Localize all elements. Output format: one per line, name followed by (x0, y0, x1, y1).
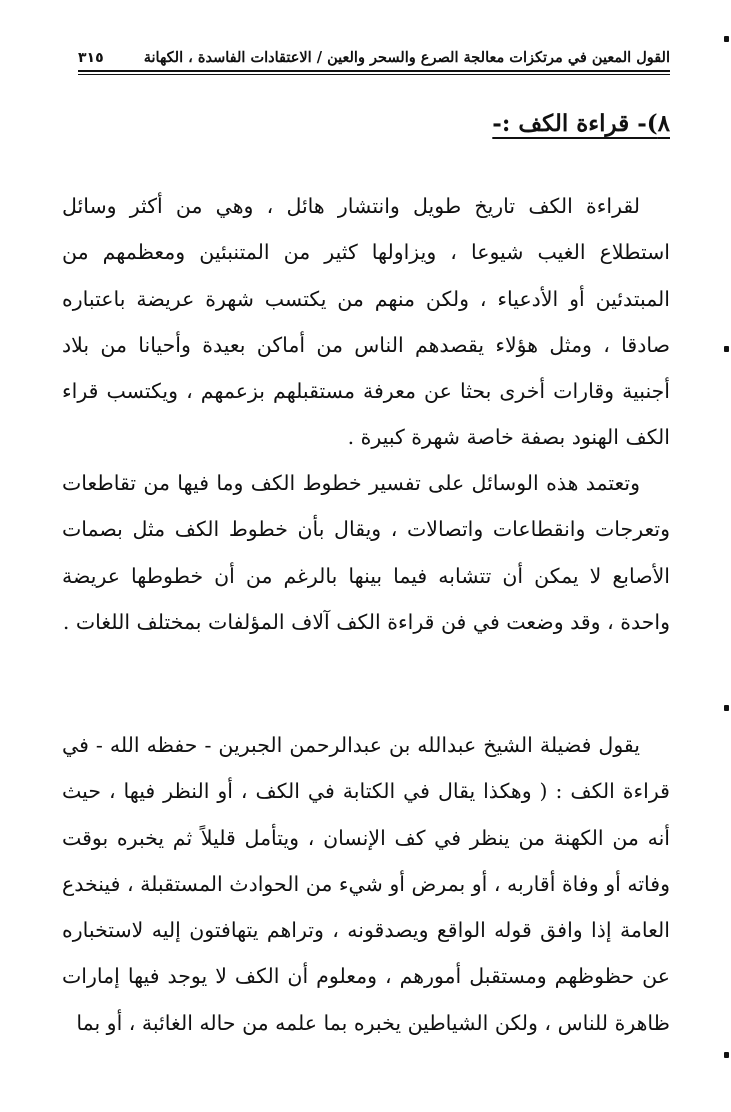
scan-edge-mark (724, 705, 729, 711)
paragraph-3 (62, 722, 670, 1046)
paragraph-2-text: وتعتمد هذه الوسائل على تفسير خطوط الكف وما فيها من تقاطعات وتعرجات وانقطاعات واتصالات ، ويقال بأن خطوط الكف مثل بصمات الأصابع لا يمكن أن تتشابه فيما بينها بالرغم من أن خطوطها عريضة واحدة ، وقد وضعت في فن قراءة الكف آلاف المؤلفات بمختلف اللغات . (62, 471, 670, 634)
running-title: القول المعين في مرتكزات معالجة الصرع والسحر والعين / الاعتقادات الفاسدة ، الكهانة (143, 49, 670, 66)
header-rule-thick (78, 70, 670, 72)
section-heading: ٨)- قراءة الكف :- (492, 110, 670, 137)
scan-edge-mark (724, 1052, 729, 1058)
paragraph-3-text: يقول فضيلة الشيخ عبدالله بن عبدالرحمن الجبرين - حفظه الله - في قراءة الكف : ( وهكذا يقال في الكتابة في الكف ، أو النظر فيها ، حيث أنه من الكهنة من ينظر في كف الإنسان ، ويتأمل قليلاً ثم يخبره بوقت وفاته أو وفاة أقاربه ، أو بمرض أو شيء من الحوادث المستقبلة ، فينخدع العامة إذا وافق قوله الواقع ويصدقونه ، وتراهم يتهافتون إليه لاستخباره عن حظوظهم ومستقبل أمورهم ، ومعلوم أن الكف لا يوجد فيها إمارات ظاهرة للناس ، ولكن الشياطين يخبره بما علمه من حاله الغائبة ، أو بما (62, 733, 670, 1035)
page-number: ٣١٥ (78, 50, 104, 66)
scan-edge-mark (724, 36, 729, 42)
paragraph-2 (62, 460, 670, 645)
header-rule-thin (78, 74, 670, 75)
paragraph-1 (62, 183, 670, 461)
paragraph-1-text: لقراءة الكف تاريخ طويل وانتشار هائل ، وهي من أكثر وسائل استطلاع الغيب شيوعا ، ويزاولها كثير من المتنبئين ومعظمهم من المبتدئين أو الأدعياء ، ولكن منهم من يكتسب شهرة عريضة باعتباره صادقا ، ومثل هؤلاء يقصدهم الناس من أماكن بعيدة وأحيانا من بلاد أجنبية وقارات أخرى بحثا عن معرفة مستقبلهم بزعمهم ، ويكتسب قراء الكف الهنود بصفة خاصة شهرة كبيرة . (62, 194, 670, 450)
page-header (78, 36, 670, 66)
scan-edge-mark (724, 346, 729, 352)
